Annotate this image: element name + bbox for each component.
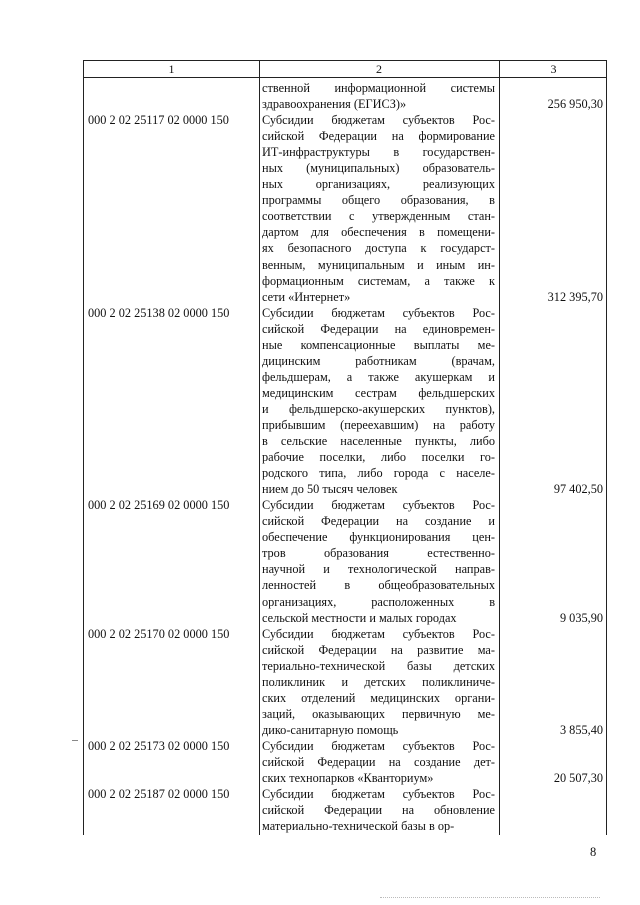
description-line: ских технопарков «Кванториум» xyxy=(262,771,434,786)
description-line: программы общего образования, в xyxy=(262,193,495,208)
page-number: 8 xyxy=(590,845,597,859)
description-line: ленностей в общеобразовательных xyxy=(262,578,495,593)
description-line: Субсидии бюджетам субъектов Рос- xyxy=(262,626,495,641)
description-line: ных (муниципальных) образователь- xyxy=(262,161,495,176)
description-line: Субсидии бюджетам субъектов Рос- xyxy=(262,113,495,128)
amount-value: 20 507,30 xyxy=(553,771,603,786)
description-line: сийской Федерации на создание дет- xyxy=(262,754,495,769)
description-line: дартом для обеспечения в помещени- xyxy=(262,225,495,240)
description-line: материально-технической базы в ор- xyxy=(262,819,455,834)
budget-code: 000 2 02 25170 02 0000 150 xyxy=(88,626,230,641)
amount-value: 9 035,90 xyxy=(559,610,603,625)
description-column xyxy=(262,80,495,834)
description-line: сийской Федерации на обновление xyxy=(262,803,495,818)
description-line: ные компенсационные выплаты ме- xyxy=(262,337,495,352)
description-line: научной и технологической направ- xyxy=(262,562,495,577)
description-line: териально-технической базы детских xyxy=(262,658,495,673)
description-line: заций, оказывающих первичную ме- xyxy=(262,706,495,721)
header-divider xyxy=(84,77,606,78)
budget-code: 000 2 02 25187 02 0000 150 xyxy=(88,787,230,802)
description-line: сийской Федерации на единовремен- xyxy=(262,321,495,336)
description-line: нием до 50 тысяч человек xyxy=(262,482,398,497)
column-divider-2 xyxy=(499,61,500,835)
amount-value: 3 855,40 xyxy=(559,723,603,737)
budget-table xyxy=(83,60,607,835)
footer-scan-artifact xyxy=(380,897,600,898)
budget-code: 000 2 02 25169 02 0000 150 xyxy=(88,498,230,513)
description-line: поликлиник и детских поликлиниче- xyxy=(262,674,495,689)
description-line: и фельдшерско-акушерских пунктов), xyxy=(262,401,495,416)
description-line: обеспечение функционирования цен- xyxy=(262,530,495,545)
column-header-3: 3 xyxy=(550,62,557,76)
budget-code: 000 2 02 25117 02 0000 150 xyxy=(88,113,229,128)
description-line: Субсидии бюджетам субъектов Рос- xyxy=(262,738,495,753)
description-line: в сельские населенные пункты, либо xyxy=(262,434,495,449)
column-divider-1 xyxy=(259,61,260,835)
description-line: прибывшим (переехавшим) на работу xyxy=(262,417,495,432)
budget-code: 000 2 02 25173 02 0000 150 xyxy=(88,739,230,754)
description-line: ИТ-инфраструктуры в государствен- xyxy=(262,145,495,160)
description-line: организациях, расположенных в xyxy=(262,594,495,609)
description-line: сети «Интернет» xyxy=(262,289,351,304)
description-line: сийской Федерации на создание и xyxy=(262,514,495,529)
description-line: формационным системам, а также к xyxy=(262,273,495,288)
description-line: дико-санитарную помощь xyxy=(262,722,399,737)
description-line: медицинским сестрам фельдшерских xyxy=(262,385,495,400)
description-line: родского типа, либо города с населе- xyxy=(262,466,495,481)
column-header-1: 1 xyxy=(168,62,175,76)
description-line: венным, муниципальным и иным ин- xyxy=(262,257,495,272)
description-line: дицинским работникам (врачам, xyxy=(262,353,495,368)
description-line: Субсидии бюджетам субъектов Рос- xyxy=(262,787,495,802)
margin-mark xyxy=(72,740,78,741)
amount-value: 312 395,70 xyxy=(547,289,603,304)
description-line: сийской Федерации на развитие ма- xyxy=(262,642,495,657)
description-line: тров образования естественно- xyxy=(262,546,495,561)
amount-value: 97 402,50 xyxy=(553,482,603,497)
description-line: ных организациях, реализующих xyxy=(262,177,495,192)
description-line: ственной информационной системы xyxy=(262,81,495,95)
description-line: сельской местности и малых городах xyxy=(262,610,457,625)
description-line: соответствии с утвержденным стан- xyxy=(262,209,495,224)
description-line: Субсидии бюджетам субъектов Рос- xyxy=(262,305,495,320)
column-header-2: 2 xyxy=(376,62,382,76)
budget-code: 000 2 02 25138 02 0000 150 xyxy=(88,305,230,320)
description-line: сийской Федерации на формирование xyxy=(262,129,495,144)
description-line: фельдшерам, а также акушеркам и xyxy=(262,369,495,384)
description-line: Субсидии бюджетам субъектов Рос- xyxy=(262,498,495,513)
amount-value: 256 950,30 xyxy=(547,97,603,112)
description-line: ях безопасного доступа к государст- xyxy=(262,241,495,256)
description-line: рабочие поселки, либо поселки го- xyxy=(262,450,495,465)
description-line: ских отделений медицинских органи- xyxy=(262,690,495,705)
description-line: здравоохранения (ЕГИСЗ)» xyxy=(262,97,407,112)
